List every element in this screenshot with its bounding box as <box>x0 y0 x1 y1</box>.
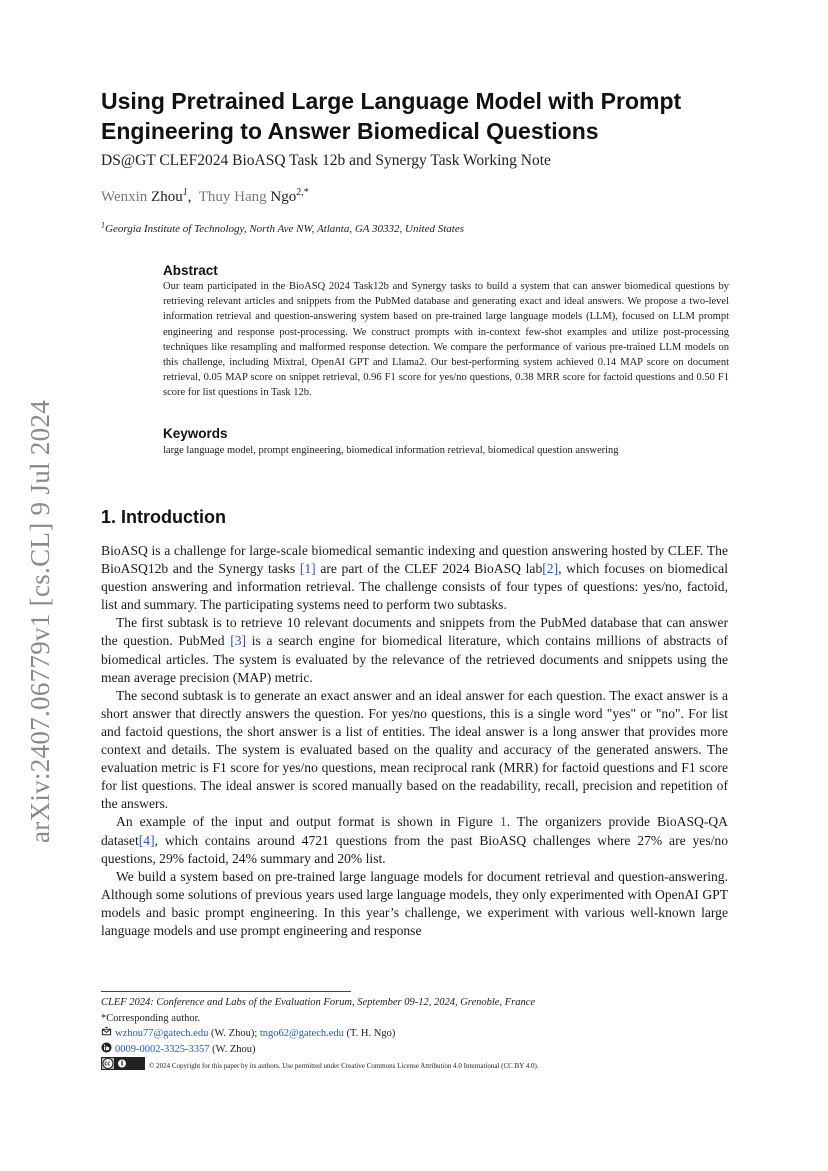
footnotes <box>101 995 741 1075</box>
email-link[interactable]: wzhou77@gatech.edu <box>115 1028 209 1039</box>
citation-link[interactable]: [2] <box>542 561 559 577</box>
cc-by-license-icon <box>101 1057 145 1070</box>
author-given-name: Thuy Hang <box>198 189 267 205</box>
copyright-text: © 2024 Copyright for this paper by its authors. Use permitted under Creative Commons License Attribution 4.0 International (CC BY 4.0). <box>149 1062 539 1070</box>
conference-footnote: CLEF 2024: Conference and Labs of the Evaluation Forum, September 09-12, 2024, Grenoble, France <box>101 997 536 1008</box>
section-heading-introduction: 1. Introduction <box>101 507 226 527</box>
email-owner: (W. Zhou); <box>208 1028 260 1039</box>
corresponding-author-footnote: *Corresponding author. <box>101 1012 201 1024</box>
abstract-text: Our team participated in the BioASQ 2024 Task12b and Synergy tasks to build a system that can answer biomedical questions by retrieving relevant articles and snippets from the PubMed database and generating exact and ideal answers. We propose a two-level information retrieval and question-answering system based on pre-trained large language models (LLM), focused on LLM prompt engineering and response post-processing. We construct prompts with in-context few-shot examples and utilize post-processing techniques like resampling and malformed response detection. We compare the performance of various pre-trained LLM models on this challenge, including Mixtral, OpenAI GPT and Llama2. Our best-performing system achieved 0.14 MAP score on document retrieval, 0.05 MAP score on snippet retrieval, 0.96 F1 score for yes/no questions, 0.38 MRR score for factoid questions and 0.50 F1 score for list questions in Task 12b. <box>163 281 729 399</box>
abstract-heading: Abstract <box>163 263 218 278</box>
author-given-name: Wenxin <box>101 189 148 205</box>
introduction-body <box>101 542 728 940</box>
citation-link[interactable]: [1] <box>299 561 316 577</box>
paragraph-text: The first subtask is to retrieve 10 relevant documents and snippets from the PubMed database that can answer the question. PubMed <box>101 615 728 649</box>
author-2 <box>199 189 309 205</box>
orcid-owner: (W. Zhou) <box>209 1043 256 1055</box>
keywords-text: large language model, prompt engineering, biomedical information retrieval, biomedical question answering <box>163 445 619 456</box>
keywords-heading: Keywords <box>163 426 228 441</box>
citation-link[interactable]: [3] <box>230 633 247 649</box>
orcid-link[interactable]: 0009-0002-3325-3357 <box>115 1043 210 1055</box>
author-1 <box>101 189 188 205</box>
paragraph <box>101 542 728 614</box>
copyright-footnote <box>101 1057 741 1075</box>
author-affiliation-marker: 1 <box>182 187 188 198</box>
orcid-footnote <box>101 1042 741 1058</box>
envelope-icon <box>101 1026 112 1037</box>
affiliation-text: Georgia Institute of Technology, North Ave NW, Atlanta, GA 30332, United States <box>105 223 465 235</box>
email-owner: (T. H. Ngo) <box>343 1028 396 1039</box>
paragraph-text: is a search engine for biomedical literature, which contains millions of abstracts of biomedical articles. The system is evaluated by the relevance of the retrieved documents and snippets using the mean average precision (MAP) metric. <box>101 633 728 685</box>
paper-subtitle: DS@GT CLEF2024 BioASQ Task 12b and Synergy Task Working Note <box>101 152 551 169</box>
email-footnote <box>101 1026 741 1042</box>
paragraph <box>101 813 728 867</box>
paper-title: Using Pretrained Large Language Model with Prompt Engineering to Answer Biomedical Questions <box>101 88 682 144</box>
affiliation <box>101 222 741 237</box>
paragraph: We build a system based on pre-trained large language models for document retrieval and question-answering. Although some solutions of previous years used large language models, they only experimented with OpenAI GPT models and basic prompt engineering. In this year’s challenge, we experiment with various well-known large language models and use prompt engineering and response <box>101 868 728 938</box>
author-list <box>101 187 741 207</box>
author-affiliation-marker: 2,* <box>296 187 309 198</box>
paragraph-text: BioASQ is a challenge for large-scale biomedical semantic indexing and question answering hosted by CLEF. The BioASQ12b and the Synergy tasks <box>101 543 728 577</box>
paragraph: The second subtask is to generate an exact answer and an ideal answer for each question. The exact answer is a short answer that directly answers the question. For yes/no questions, this is a single word "yes" or "no". For list and factoid questions, the short answer is a list of entities. The ideal answer is a long answer that provides more context and details. The system is evaluated based on the quality and accuracy of the generated answers. The evaluation metric is F1 score for yes/no questions, mean reciprocal rank (MRR) for factoid questions and F1 score for list questions. The ideal answer is scored manually based on the readability, recall, precision and repetition of the answers. <box>101 687 728 812</box>
figure-reference-link[interactable]: 1 <box>499 814 507 830</box>
paragraph-text: , which contains around 4721 questions from the past BioASQ challenges where 27% are yes/no questions, 29% factoid, 24% summary and 20% list. <box>101 832 728 866</box>
paragraph-text: An example of the input and output format is shown in Figure <box>116 814 500 830</box>
author-family-name: Ngo <box>270 189 297 205</box>
orcid-icon <box>101 1042 112 1053</box>
paragraph-text: , which focuses on biomedical question answering and information retrieval. The challenge consists of four types of questions: yes/no, factoid, list and summary. The participating systems need to perform two subtasks. <box>101 561 728 613</box>
author-family-name: Zhou <box>151 189 183 205</box>
author-separator: , <box>187 189 192 205</box>
citation-link[interactable]: [4] <box>138 832 155 848</box>
paragraph-text: . The organizers provide BioASQ-QA dataset <box>101 814 728 848</box>
arxiv-identifier-stamp: arXiv:2407.06779v1 [cs.CL] 9 Jul 2024 <box>25 399 55 843</box>
paragraph-text: are part of the CLEF 2024 BioASQ lab <box>315 561 543 577</box>
paragraph <box>101 614 728 686</box>
footnote-divider <box>101 991 351 992</box>
email-link[interactable]: tngo62@gatech.edu <box>259 1028 344 1039</box>
affiliation-marker: 1 <box>101 220 105 230</box>
